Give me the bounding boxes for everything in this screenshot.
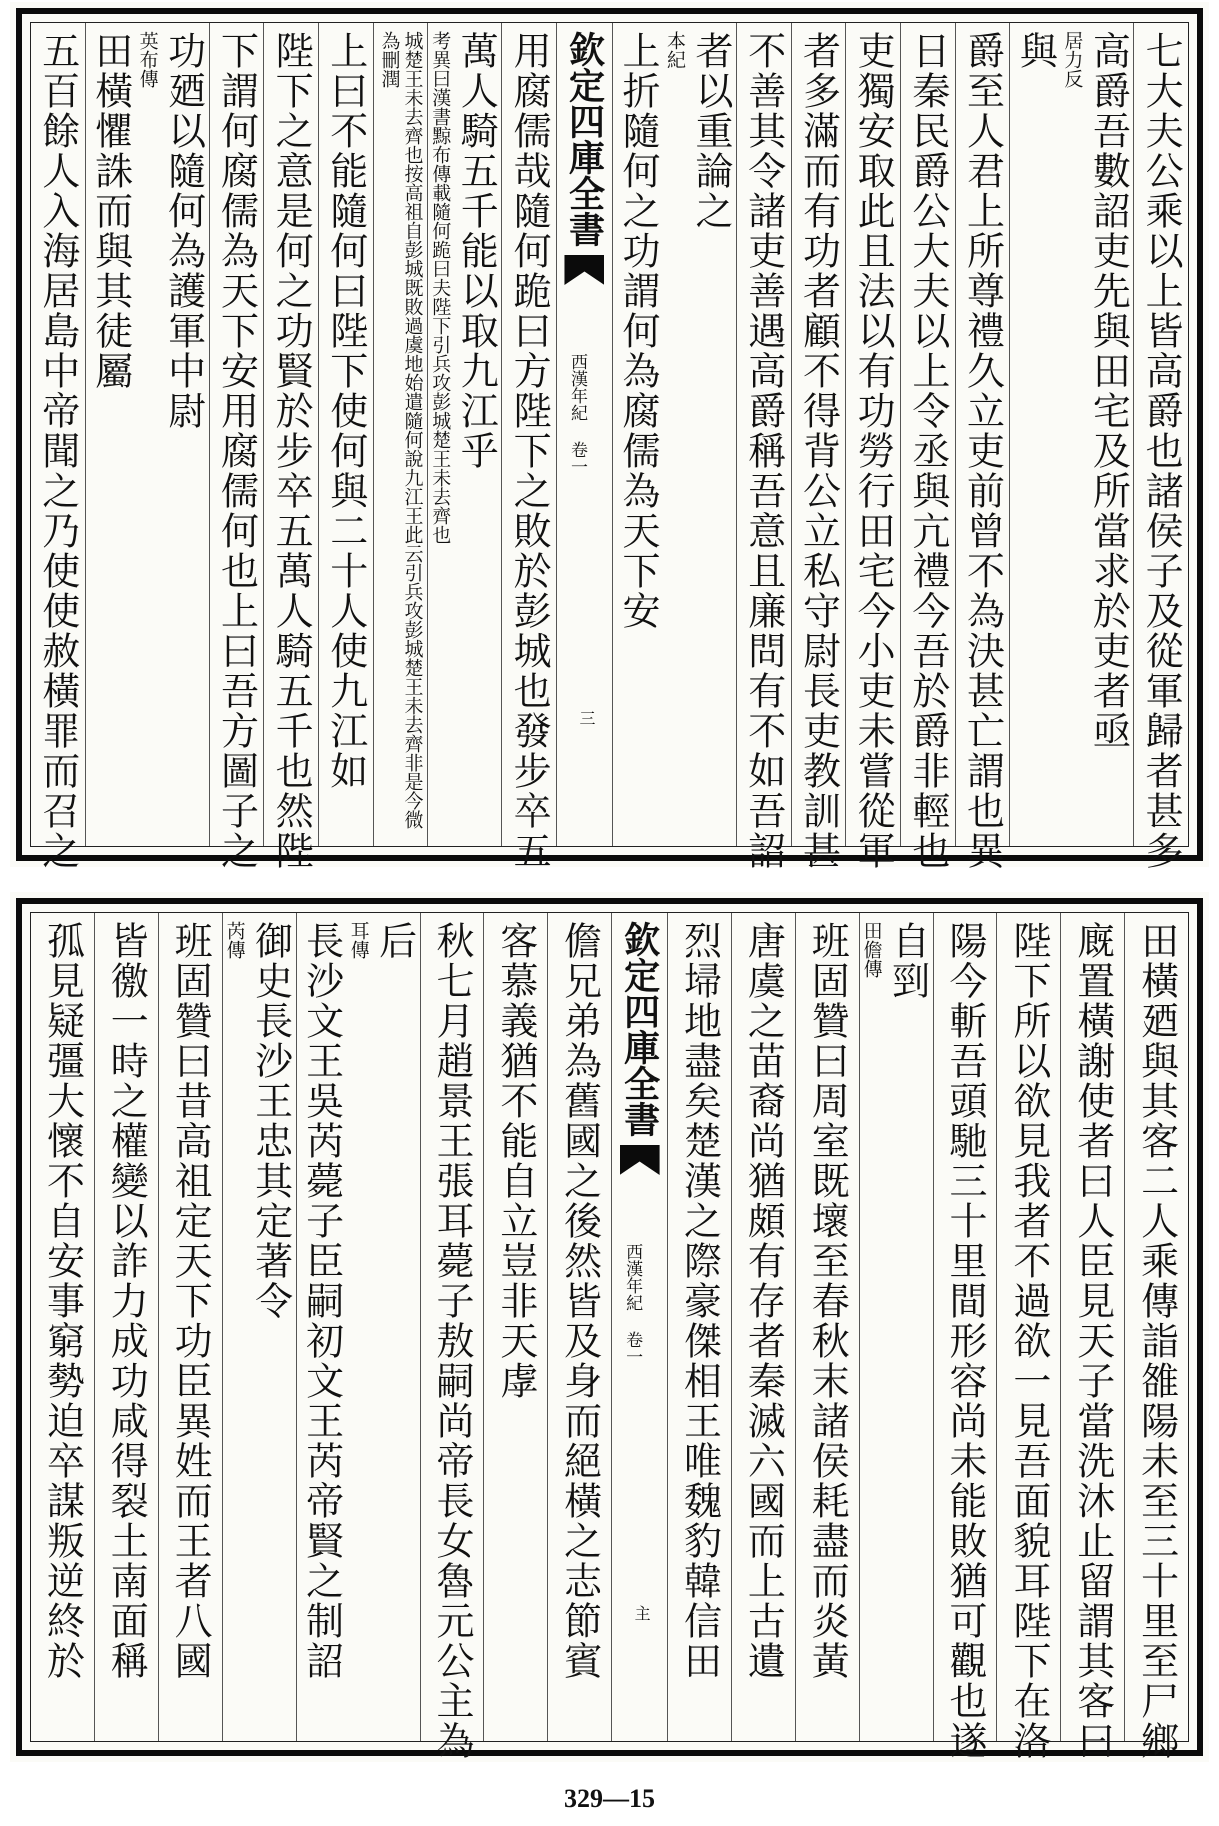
upper-columns <box>31 23 1188 871</box>
annotation-note: 耳傳 <box>347 921 370 959</box>
annotation-note: 田儋傳 <box>860 921 883 978</box>
column-text: 五百餘人入海居島中帝聞之乃使使赦橫罪而召之 <box>35 31 80 871</box>
column-text: 下謂何腐儒為天下安用腐儒何也上曰吾方圖子之 <box>214 31 259 871</box>
folio-number: 三 <box>576 710 596 726</box>
column-text: 日秦民爵公大夫以上令丞與亢禮今吾於爵非輕也 <box>905 31 950 871</box>
lower-page-frame <box>16 898 1203 1761</box>
book-title: 欽定四庫全書 <box>563 31 606 247</box>
annotation-note: 考異曰漢書黥布傳載隨何跪曰夫陛下引兵攻彭城楚王未去齊也 <box>429 31 452 544</box>
column-text: 上曰不能隨何曰陛下使何與二十人使九江如 <box>323 31 368 791</box>
column-text: 班固贊曰周室既壞至春秋末諸侯耗盡而炎黃 <box>805 921 850 1681</box>
page-number-footer: 329—15 <box>564 1784 655 1813</box>
column-text-tail: 田橫懼誅而與其徒屬 <box>88 31 133 391</box>
annotation-note: 為刪潤 <box>378 31 401 88</box>
column-text: 陛下所以欲見我者不過欲一見吾面貌耳陛下在洛 <box>1006 921 1051 1761</box>
column-text: 自剄 <box>885 921 930 1001</box>
column-text: 用腐儒哉隨何跪曰方陛下之敗於彭城也發步卒五 <box>507 31 552 871</box>
column-text: 孤見疑彊大懷不自安事窮勢迫卒謀叛逆終於 <box>40 921 85 1681</box>
column-text-tail: 上折隨何之功謂何為腐儒為天下安 <box>615 31 660 631</box>
fishtail-mark <box>620 1145 660 1175</box>
column-text: 唐虞之苗裔尚猶頗有存者秦滅六國而上古遺 <box>741 921 786 1681</box>
book-title: 欽定四庫全書 <box>618 921 661 1137</box>
lower-page-inner-border <box>30 912 1189 1761</box>
column-text: 烈埽地盡矣楚漢之際豪傑相王唯魏豹韓信田 <box>677 921 722 1681</box>
column-text: 田橫廼與其客二人乘傳詣雒陽未至三十里至尸鄉 <box>1134 921 1179 1761</box>
annotation-note: 城楚王未去齊也按高祖自彭城既敗過虞地始遣隨何說九江王此云引兵攻彭城楚王未去齊非是今微 <box>401 31 424 829</box>
column-text: 秋七月趙景王張耳薨子敖嗣尚帝長女魯元公主為 <box>429 921 474 1761</box>
lower-page <box>10 892 1209 1762</box>
column-text: 吏獨安取此且法以有功勞行田宅今小吏未嘗從軍 <box>851 31 896 871</box>
column-text: 御史長沙王忠其定著令 <box>248 921 293 1321</box>
volume-label: 西漢年紀 卷一 <box>566 353 587 475</box>
column-text: 廐置橫謝使者曰人臣見天子當洗沐止留謂其客曰 <box>1070 921 1115 1761</box>
column-text: 萬人騎五千能以取九江乎 <box>454 31 499 471</box>
fishtail-mark <box>564 255 604 285</box>
lower-columns <box>31 913 1188 1761</box>
column-text: 功廼以隨何為護軍中尉 <box>161 31 206 431</box>
column-text: 儋兄弟為舊國之後然皆及身而絕橫之志節賓 <box>557 921 602 1681</box>
column-text: 皆徼一時之權變以詐力成功咸得裂土南面稱 <box>104 921 149 1681</box>
center-spine <box>556 23 612 846</box>
column-text: 七大夫公乘以上皆高爵也諸侯子及從軍歸者甚多 <box>1139 31 1184 871</box>
upper-page-frame <box>16 8 1203 871</box>
annotation-note: 居力反 <box>1061 31 1084 88</box>
column-text: 不善其令諸吏善遇高爵稱吾意且廉問有不如吾詔 <box>741 31 786 871</box>
column-text-tail: 與 <box>1013 31 1058 71</box>
column-text: 班固贊曰昔高祖定天下功臣異姓而王者八國 <box>168 921 213 1681</box>
column-text: 者多滿而有功者顧不得背公立私守尉長吏教訓甚 <box>796 31 841 871</box>
column-text-tail: 長沙文王吳芮薨子臣嗣初文王芮帝賢之制詔 <box>299 921 344 1681</box>
column-text: 陛下之意是何之功賢於步卒五萬人騎五千也然陛 <box>269 31 314 871</box>
annotation-note: 芮傳 <box>223 921 246 959</box>
column-text: 客慕義猶不能自立豈非天虖 <box>493 921 538 1401</box>
annotation-note: 本紀 <box>663 31 686 69</box>
column-text: 后 <box>372 921 417 961</box>
column-text: 爵至人君上所尊禮久立吏前曾不為決甚亡謂也異 <box>960 31 1005 871</box>
column-text: 高爵吾數詔吏先與田宅及所當求於吏者亟 <box>1086 31 1131 751</box>
center-spine <box>611 913 667 1741</box>
column-text: 陽今斬吾頭馳三十里間形容尚未能敗猶可觀也遂 <box>943 921 988 1761</box>
upper-page-inner-border <box>30 22 1189 871</box>
annotation-note: 英布傳 <box>136 31 159 88</box>
column-text: 者以重論之 <box>688 31 733 231</box>
volume-label: 西漢年紀 卷一 <box>622 1243 643 1365</box>
folio-number: 主 <box>632 1605 652 1621</box>
upper-page <box>10 2 1209 871</box>
